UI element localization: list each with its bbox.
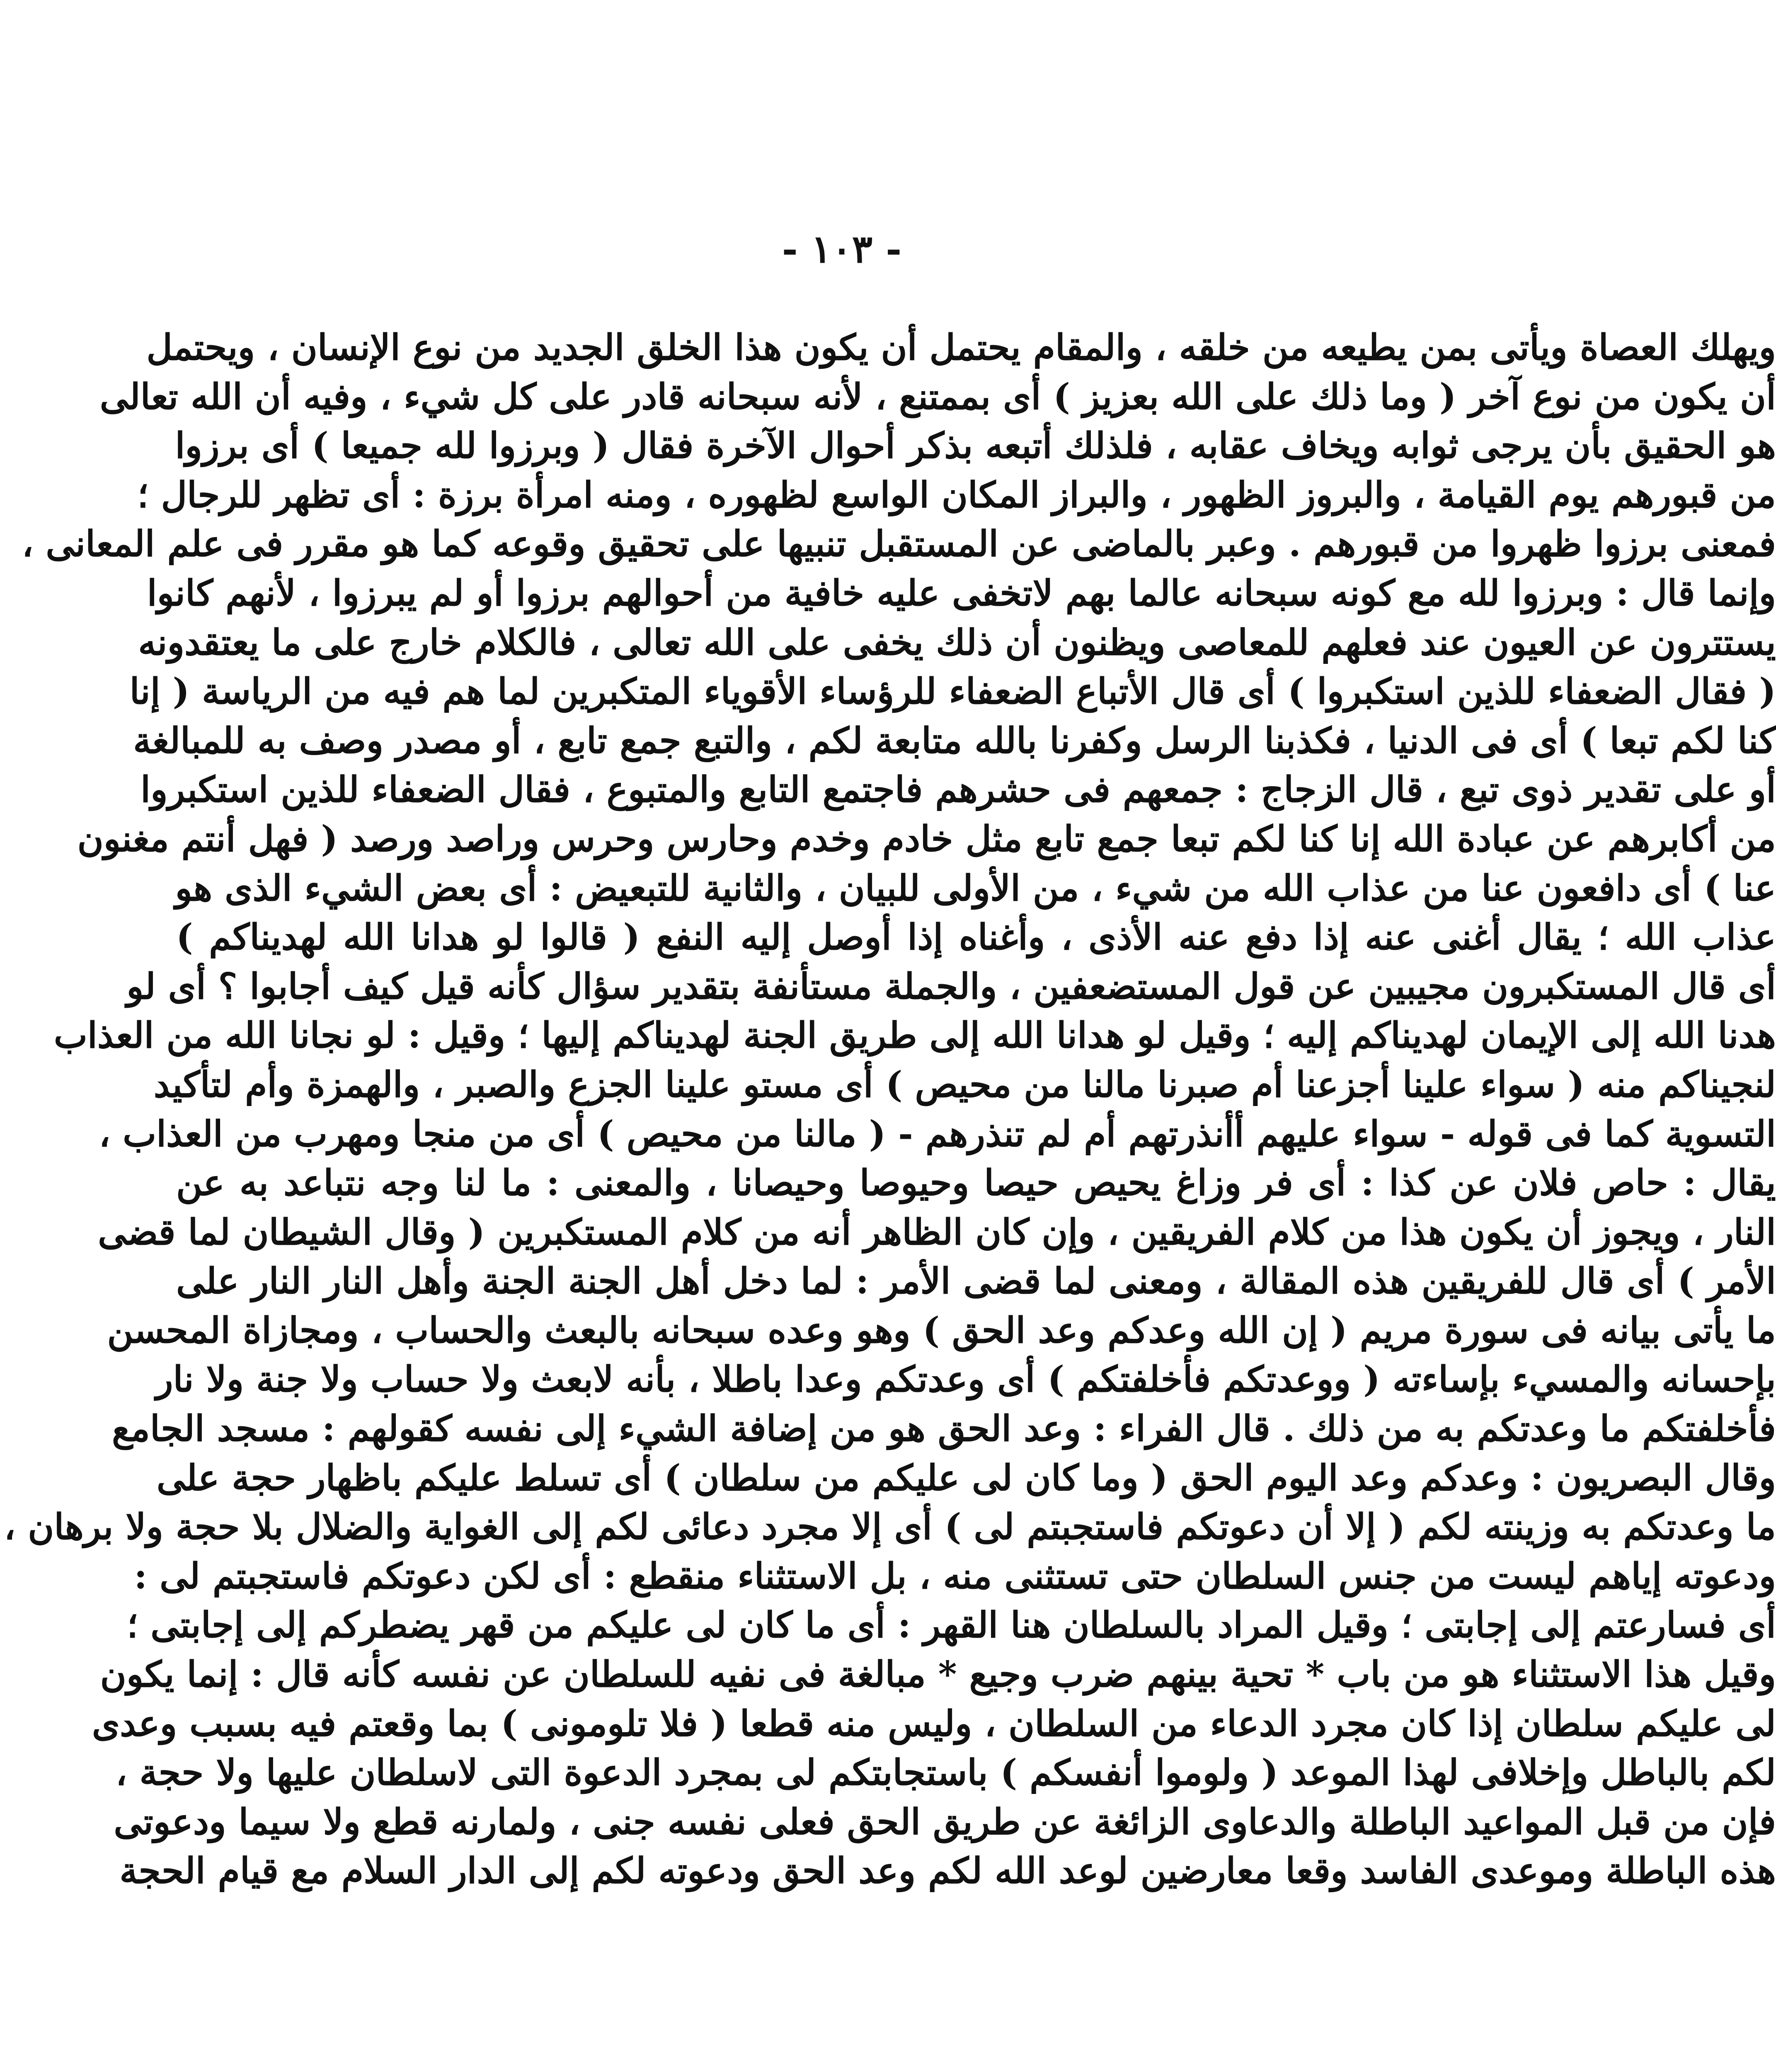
- text-line: عنا ) أى دافعون عنا من عذاب الله من شيء ، من الأولى للبيان ، والثانية للتبعيض : أى بعض الشيء الذى هو: [175, 867, 1776, 909]
- text-line: فأخلفتكم ما وعدتكم به من ذلك . قال الفراء : وعد الحق هو من إضافة الشيء إلى نفسه كقولهم : مسجد الجامع: [112, 1408, 1776, 1450]
- text-line: الأمر ) أى قال للفريقين هذه المقالة ، ومعنى لما قضى الأمر : لما دخل أهل الجنة الجنة وأهل النار النار على: [176, 1260, 1776, 1302]
- text-line: لكم بالباطل وإخلافى لهذا الموعد ( ولوموا أنفسكم ) باستجابتكم لى بمجرد الدعوة التى لاسلطان عليها ولا حجة ،: [115, 1752, 1776, 1794]
- text-line: هدنا الله إلى الإيمان لهديناكم إليه ؛ وقيل لو هدانا الله إلى طريق الجنة لهديناكم إليها ؛ وقيل : لو نجانا الله من العذاب: [53, 1014, 1776, 1057]
- text-line: وقال البصريون : وعدكم وعد اليوم الحق ( وما كان لى عليكم من سلطان ) أى تسلط عليكم باظهار حجة على: [156, 1457, 1776, 1499]
- text-line: ويهلك العصاة ويأتى بمن يطيعه من خلقه ، والمقام يحتمل أن يكون هذا الخلق الجديد من نوع الإنسان ، ويحتمل: [146, 327, 1776, 368]
- text-line: لنجيناكم منه ( سواء علينا أجزعنا أم صبرنا مالنا من محيص ) أى مستو علينا الجزع والصبر ، والهمزة وأم لتأكيد: [153, 1063, 1776, 1106]
- text-line: عذاب الله ؛ يقال أغنى عنه إذا دفع عنه الأذى ، وأغناه إذا أوصل إليه النفع ( قالوا لو هدانا الله لهديناكم ): [176, 916, 1776, 959]
- text-line: يقال : حاص فلان عن كذا : أى فر وزاغ يحيص حيصا وحيوصا وحيصانا ، والمعنى : ما لنا وجه نتباعد به عن: [176, 1162, 1776, 1204]
- page-number: - ١٠٣ -: [782, 227, 902, 271]
- text-line: أى فسارعتم إلى إجابتى ؛ وقيل المراد بالسلطان هنا القهر : أى ما كان لى عليكم من قهر يضطركم إلى إجابتى ؛: [126, 1604, 1776, 1646]
- text-line: بإحسانه والمسيء بإساءته ( ووعدتكم فأخلفتكم ) أى وعدتكم وعدا باطلا ، بأنه لابعث ولا حساب ولا جنة ولا نار: [155, 1358, 1776, 1401]
- text-line: ما وعدتكم به وزينته لكم ( إلا أن دعوتكم فاستجبتم لى ) أى إلا مجرد دعائى لكم إلى الغواية والضلال بلا حجة ولا برهان ،: [4, 1506, 1776, 1548]
- text-line: فمعنى برزوا ظهروا من قبورهم . وعبر بالماضى عن المستقبل تنبيها على تحقيق وقوعه كما هو مقرر فى علم المعانى ،: [22, 523, 1776, 565]
- text-line: من قبورهم يوم القيامة ، والبروز الظهور ، والبراز المكان الواسع لظهوره ، ومنه امرأة برزة : أى تظهر للرجال ؛: [137, 474, 1776, 516]
- text-line: لى عليكم سلطان إذا كان مجرد الدعاء من السلطان ، وليس منه قطعا ( فلا تلومونى ) بما وقعتم فيه بسبب وعدى: [92, 1702, 1776, 1745]
- text-line: كنا لكم تبعا ) أى فى الدنيا ، فكذبنا الرسل وكفرنا بالله متابعة لكم ، والتبع جمع تابع ، أو مصدر وصف به للمبالغة: [133, 719, 1776, 762]
- text-line: التسوية كما فى قوله - سواء عليهم أأنذرتهم أم لم تنذرهم - ( مالنا من محيص ) أى من منجا ومهرب من العذاب ،: [99, 1113, 1776, 1155]
- text-line: ما يأتى بيانه فى سورة مريم ( إن الله وعدكم وعد الحق ) وهو وعده سبحانه بالبعث والحساب ، ومجازاة المحسن: [107, 1309, 1776, 1351]
- text-line: هو الحقيق بأن يرجى ثوابه ويخاف عقابه ، فلذلك أتبعه بذكر أحوال الآخرة فقال ( وبرزوا لله جميعا ) أى برزوا: [175, 425, 1776, 467]
- text-line: أن يكون من نوع آخر ( وما ذلك على الله بعزيز ) أى بممتنع ، لأنه سبحانه قادر على كل شيء ، وفيه أن الله تعالى: [99, 375, 1776, 418]
- text-line: من أكابرهم عن عبادة الله إنا كنا لكم تبعا جمع تابع مثل خادم وخدم وحارس وحرس وراصد ورصد ( فهل أنتم مغنون: [77, 818, 1776, 860]
- text-line: أو على تقدير ذوى تبع ، قال الزجاج : جمعهم فى حشرهم فاجتمع التابع والمتبوع ، فقال الضعفاء للذين استكبروا: [141, 769, 1776, 811]
- text-line: وإنما قال : وبرزوا لله مع كونه سبحانه عالما بهم لاتخفى عليه خافية من أحوالهم برزوا أو لم يبرزوا ، لأنهم كانوا: [147, 572, 1776, 614]
- text-line: هذه الباطلة وموعدى الفاسد وقعا معارضين لوعد الله لكم وعد الحق ودعوته لكم إلى الدار السلام مع قيام الحجة: [119, 1850, 1776, 1892]
- text-line: يستترون عن العيون عند فعلهم للمعاصى ويظنون أن ذلك يخفى على الله تعالى ، فالكلام خارج على ما يعتقدونه: [138, 621, 1776, 663]
- text-line: فإن من قبل المواعيد الباطلة والدعاوى الزائغة عن طريق الحق فعلى نفسه جنى ، ولمارنه قطع ولا سيما ودعوتى: [114, 1801, 1776, 1843]
- text-line: ودعوته إياهم ليست من جنس السلطان حتى تستثنى منه ، بل الاستثناء منقطع : أى لكن دعوتكم فاستجبتم لى :: [134, 1555, 1776, 1597]
- text-body: [4, 323, 1776, 1896]
- text-line: ( فقال الضعفاء للذين استكبروا ) أى قال الأتباع الضعفاء للرؤساء الأقوياء المتكبرين لما هم فيه من الرياسة ( إنا: [129, 670, 1776, 713]
- text-line: وقيل هذا الاستثناء هو من باب * تحية بينهم ضرب وجيع * مبالغة فى نفيه للسلطان عن نفسه كأنه قال : إنما يكون: [100, 1653, 1776, 1696]
- text-line: أى قال المستكبرون مجيبين عن قول المستضعفين ، والجملة مستأنفة بتقدير سؤال كأنه قيل كيف أجابوا ؟ أى لو: [126, 965, 1776, 1007]
- text-line: النار ، ويجوز أن يكون هذا من كلام الفريقين ، وإن كان الظاهر أنه من كلام المستكبرين ( وقال الشيطان لما قضى: [98, 1211, 1776, 1253]
